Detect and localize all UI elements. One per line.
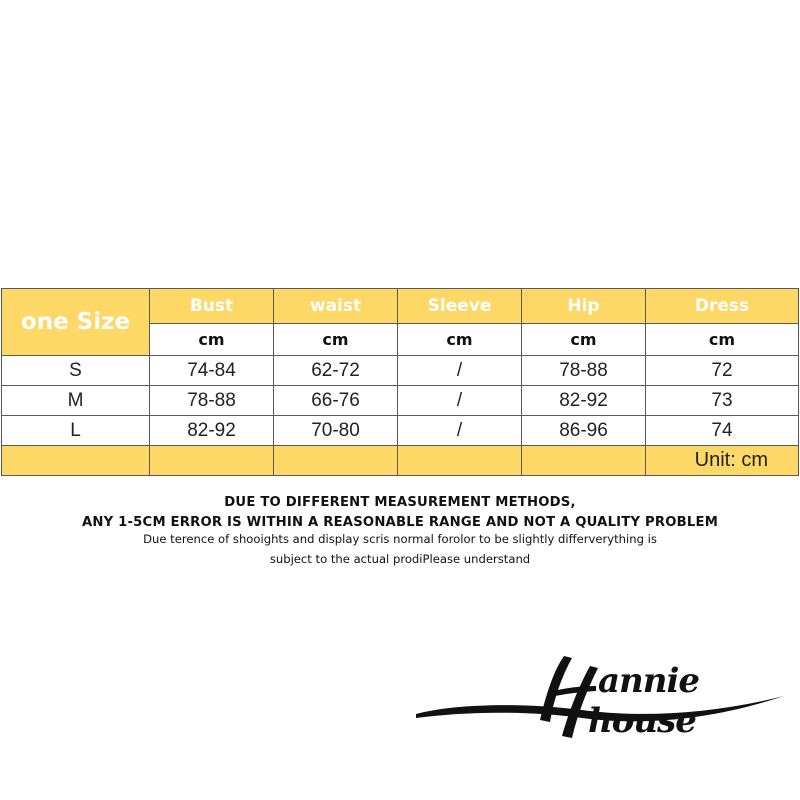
- waist-value: 62-72: [274, 356, 398, 386]
- sleeve-value: /: [398, 386, 522, 416]
- footer-cell: [2, 446, 150, 476]
- notice-line-4: subject to the actual prodiPlease understand: [269, 552, 531, 566]
- notice-line-3: Due terence of shooights and display scris normal forolor to be slightly differverything is: [143, 532, 657, 546]
- unit-cell: cm: [398, 324, 522, 356]
- table-row-s: [2, 356, 799, 386]
- waist-value: 66-76: [274, 386, 398, 416]
- unit-note: Unit: cm: [646, 446, 799, 476]
- notice-line-1: DUE TO DIFFERENT MEASUREMENT METHODS,: [224, 495, 576, 510]
- table-row-l: [2, 416, 799, 446]
- size-label: S: [2, 356, 150, 386]
- sleeve-value: /: [398, 416, 522, 446]
- footer-cell: [522, 446, 646, 476]
- unit-cell: cm: [522, 324, 646, 356]
- notice-line-2: ANY 1-5CM ERROR IS WITHIN A REASONABLE RANGE AND NOT A QUALITY PROBLEM: [81, 515, 719, 530]
- hip-value: 82-92: [522, 386, 646, 416]
- dress-value: 72: [646, 356, 799, 386]
- svg-text:annie: annie: [598, 661, 700, 701]
- unit-cell: cm: [150, 324, 274, 356]
- size-label: M: [2, 386, 150, 416]
- size-chart-table: [1, 288, 799, 476]
- unit-cell: cm: [646, 324, 799, 356]
- sleeve-value: /: [398, 356, 522, 386]
- table-row-m: [2, 386, 799, 416]
- footer-cell: [150, 446, 274, 476]
- svg-text:house: house: [588, 701, 696, 741]
- hip-value: 86-96: [522, 416, 646, 446]
- column-header-bust: Bust: [150, 289, 274, 324]
- column-header-waist: waist: [274, 289, 398, 324]
- unit-cell: cm: [274, 324, 398, 356]
- table-footer-row: [2, 446, 799, 476]
- column-header-dress: Dress: [646, 289, 799, 324]
- dress-value: 73: [646, 386, 799, 416]
- bust-value: 82-92: [150, 416, 274, 446]
- table-header-row: [2, 289, 799, 324]
- hip-value: 78-88: [522, 356, 646, 386]
- size-label: L: [2, 416, 150, 446]
- dress-value: 74: [646, 416, 799, 446]
- bust-value: 78-88: [150, 386, 274, 416]
- waist-value: 70-80: [274, 416, 398, 446]
- column-header-hip: Hip: [522, 289, 646, 324]
- size-column-header: one Size: [2, 289, 150, 356]
- brand-logo: [412, 648, 790, 748]
- column-header-sleeve: Sleeve: [398, 289, 522, 324]
- footer-cell: [398, 446, 522, 476]
- footer-cell: [274, 446, 398, 476]
- bust-value: 74-84: [150, 356, 274, 386]
